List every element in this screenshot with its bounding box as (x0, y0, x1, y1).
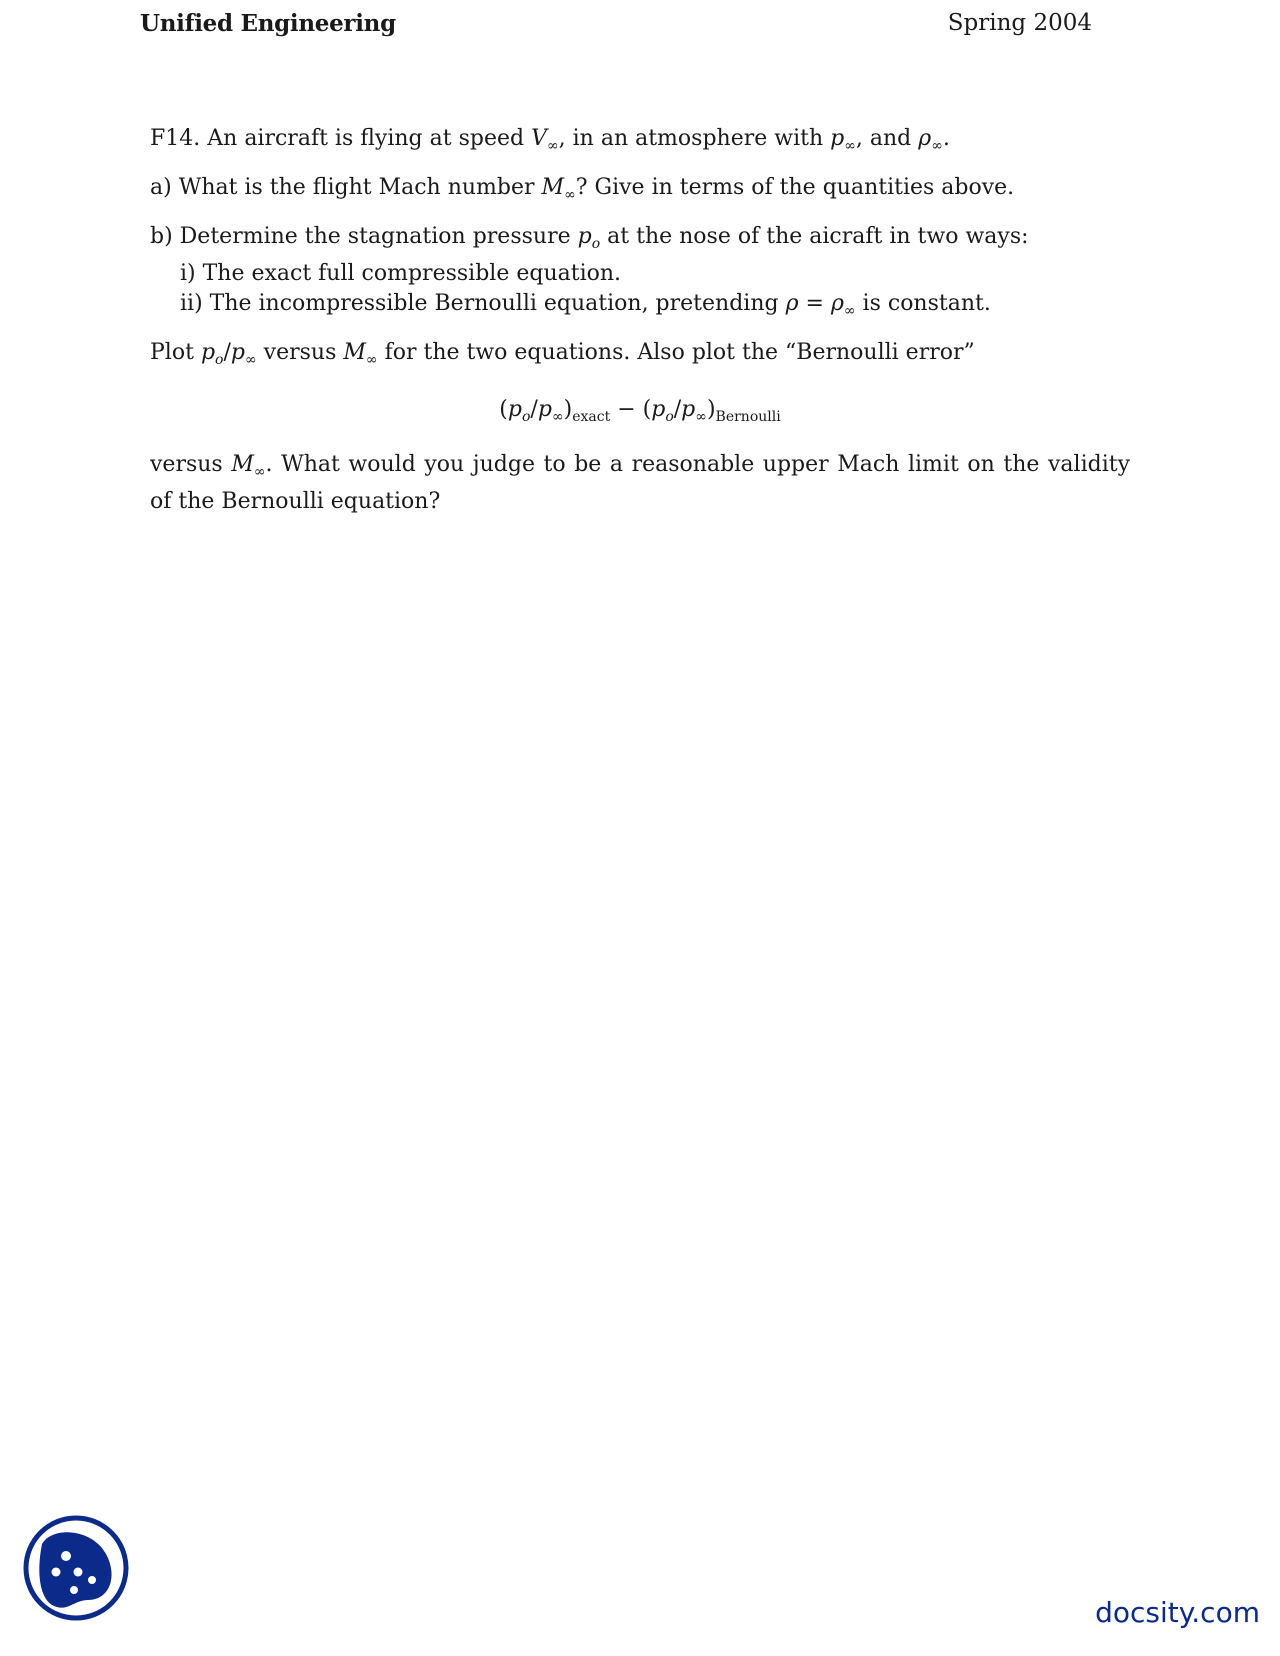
intro-text-3: , and (855, 126, 912, 151)
intro-text-4: . (942, 126, 950, 151)
docsity-logo-icon[interactable] (22, 1514, 130, 1622)
final-text-1: versus (150, 452, 223, 477)
part-b-ii-text-1: ii) The incompressible Bernoulli equation, pretending (180, 291, 779, 316)
docsity-brand-link[interactable]: docsity.com (1095, 1596, 1260, 1629)
plot-text-3: for the two equations. Also plot the “Bernoulli error” (384, 340, 975, 365)
part-a-text-2: ? Give in terms of the quantities above. (575, 175, 1015, 200)
sub-exact: exact (572, 409, 611, 425)
intro-text-1: An aircraft is flying at speed (207, 126, 525, 151)
problem-label: F14. (150, 126, 201, 151)
minus-sign: − (617, 397, 636, 422)
part-b-i: i) The exact full compressible equation. (180, 261, 622, 286)
header-course: Unified Engineering (140, 10, 396, 37)
sub-bernoulli: Bernoulli (715, 409, 781, 425)
part-b: b) Determine the stagnation pressure $p_o$ at the nose of the aicraft in two ways: (150, 224, 1029, 252)
part-a: a) What is the flight Mach number $M_\infty$? Give in terms of the quantities above. (150, 175, 1015, 203)
part-b-ii: ii) The incompressible Bernoulli equation, pretending $\rho = \rho_\infty$ is constant. (180, 291, 991, 319)
final-question: versus $M_\infty$. What would you judge to be a reasonable upper Mach limit on the validity of the Bernoulli equation? (150, 452, 1130, 514)
final-text-2: . What would you judge to be a reasonable upper Mach limit on the validity of the Bernoulli equation? (150, 452, 1130, 514)
part-b-text-1: Determine the stagnation pressure (179, 224, 571, 249)
problem-f14 (150, 124, 1130, 517)
bernoulli-error-equation: $(p_o/p_\infty)_{exact} - (p_o/p_\infty)_{Bernoulli}$ (499, 397, 781, 425)
plot-text-2: versus (263, 340, 337, 365)
intro-text-2: , in an atmosphere with (558, 126, 824, 151)
part-a-label: a) (150, 175, 172, 200)
part-b-ii-text-2: is constant. (862, 291, 991, 316)
plot-instruction: Plot $p_o/p_\infty$ versus $M_\infty$ for the two equations. Also plot the “Bernoulli error” (150, 340, 975, 368)
part-a-text-1: What is the flight Mach number (178, 175, 535, 200)
problem-intro: F14. An aircraft is flying at speed $V_\infty$, in an atmosphere with $p_\infty$, and $\rho_\infty$. (150, 126, 950, 154)
header-term: Spring 2004 (947, 10, 1092, 36)
plot-text-1: Plot (150, 340, 194, 365)
part-b-text-2: at the nose of the aicraft in two ways: (607, 224, 1029, 249)
part-b-label: b) (150, 224, 173, 249)
